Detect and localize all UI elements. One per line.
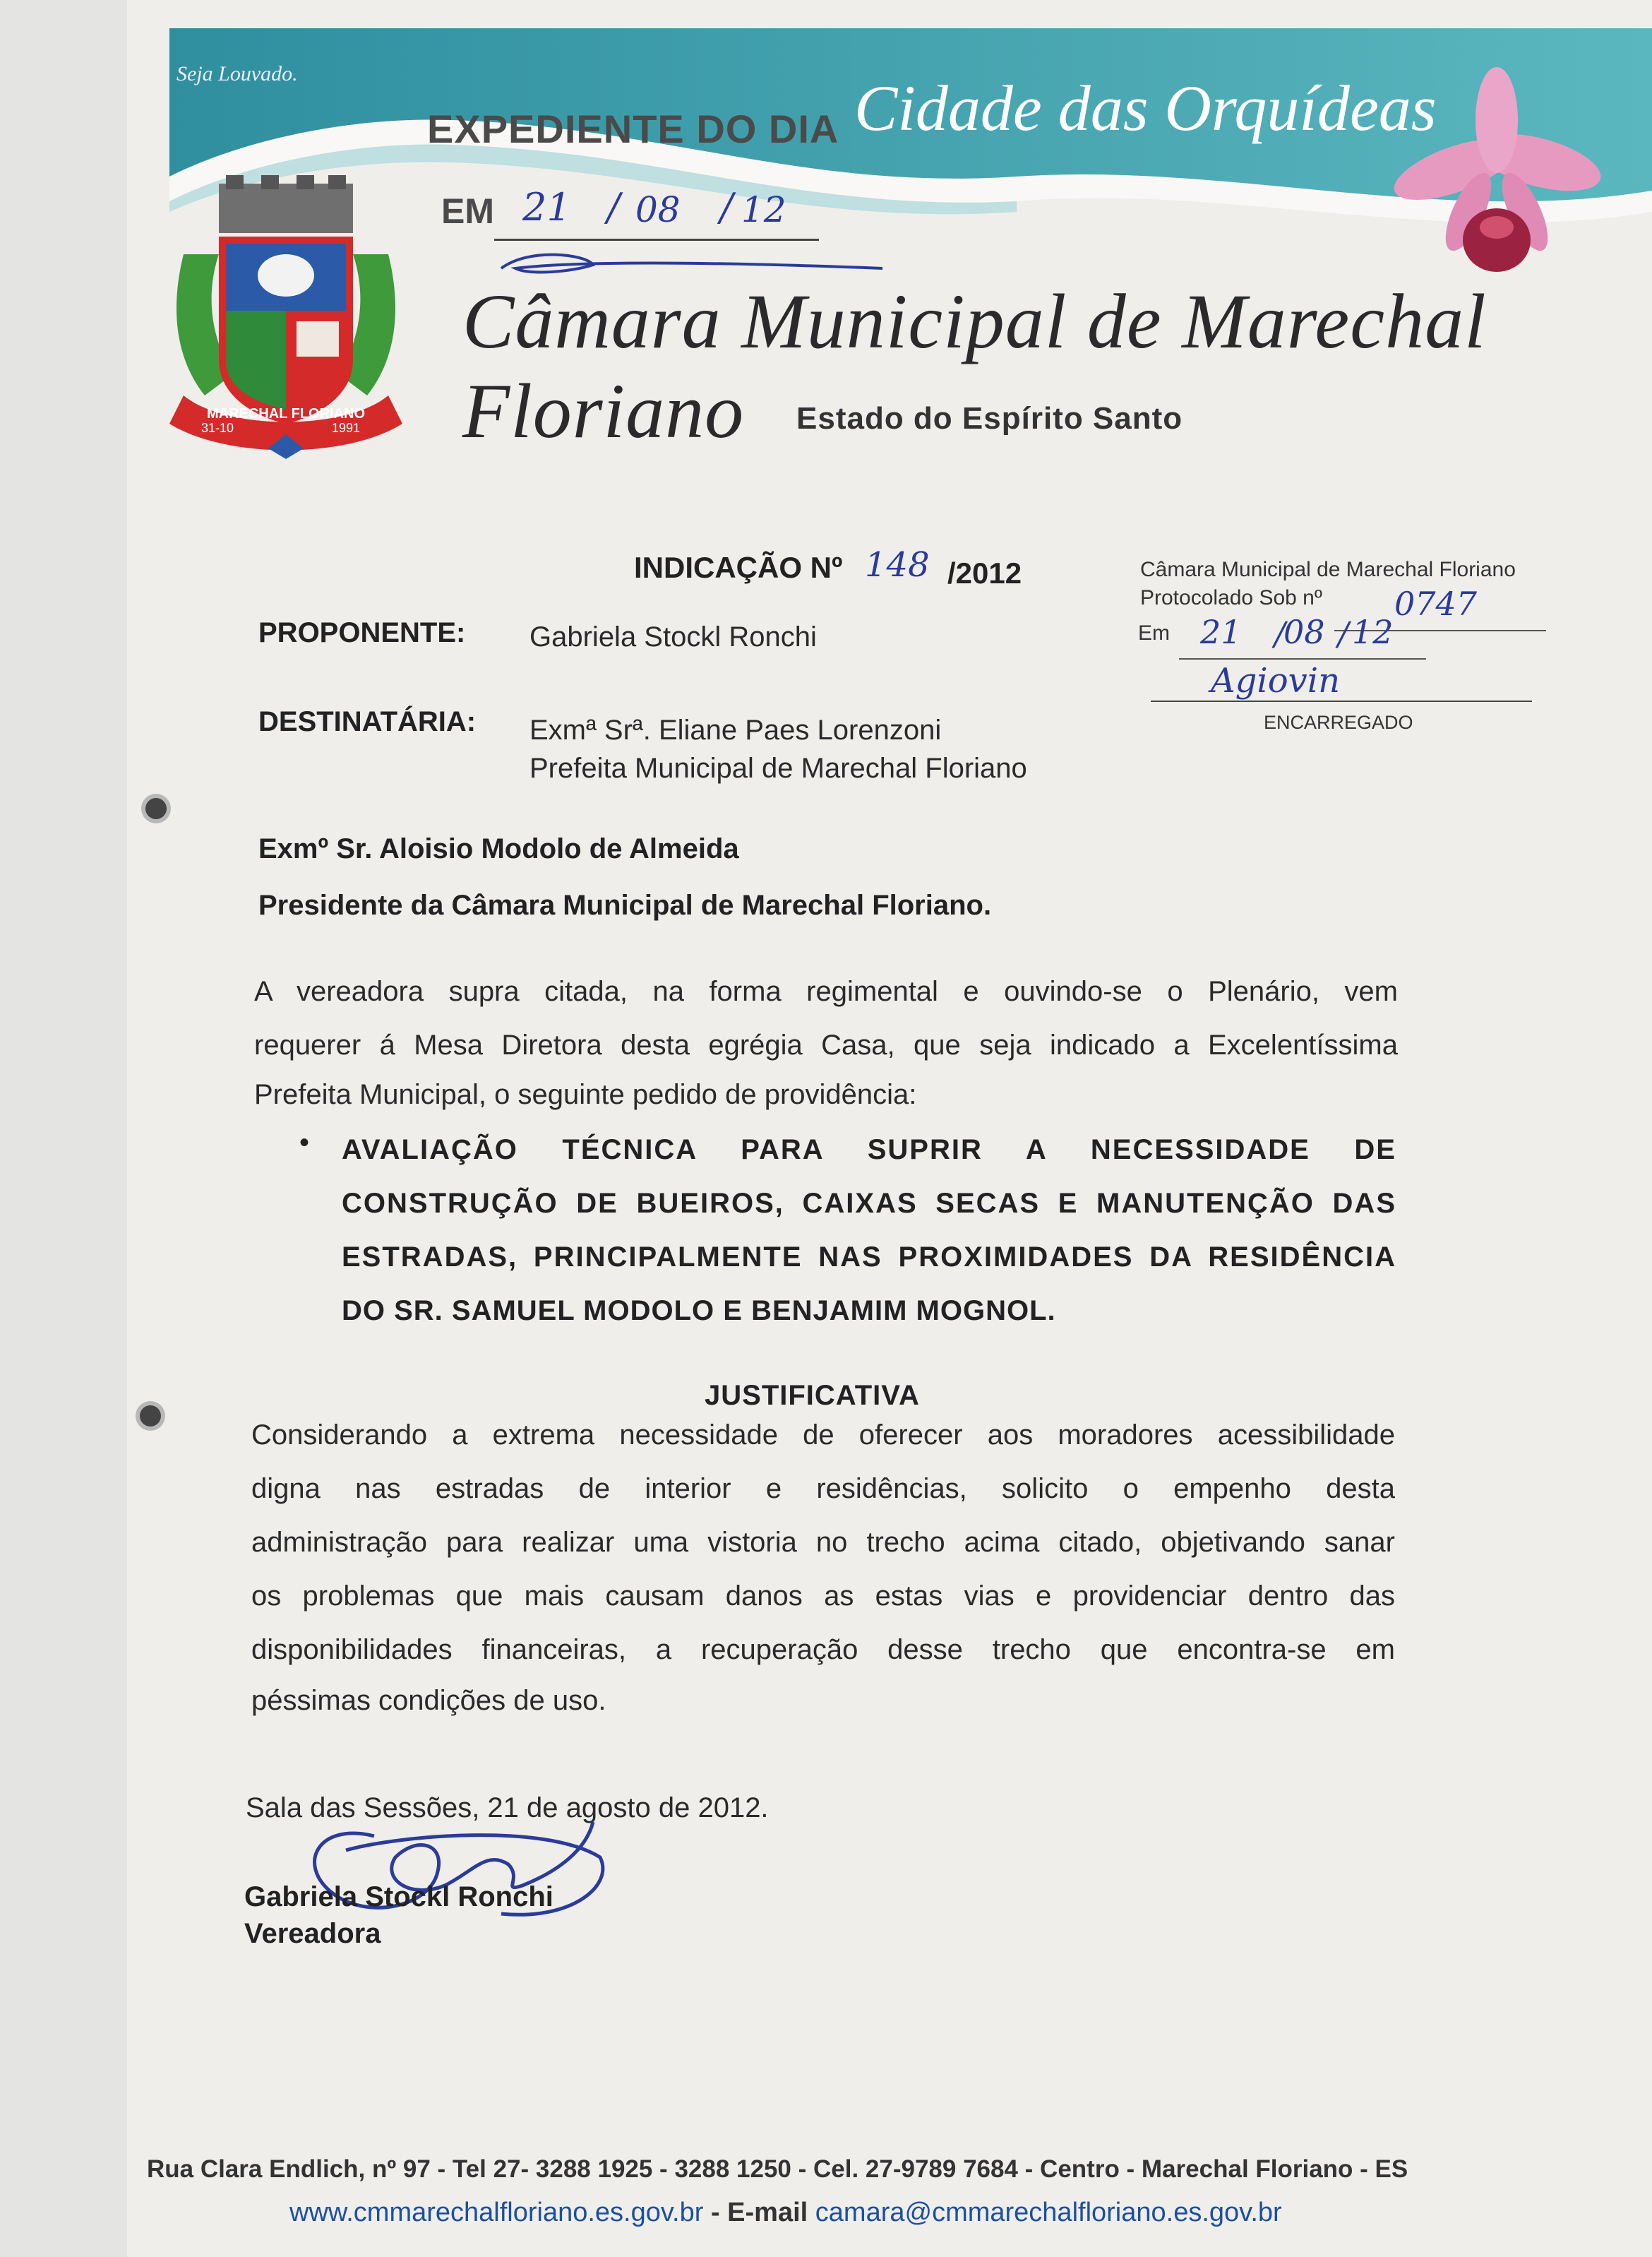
coat-ribbon-text: MARECHAL FLORIANO <box>206 406 366 422</box>
protocol-number: 0747 <box>1394 585 1478 623</box>
footer-email-link[interactable]: camara@cmmarechalfloriano.es.gov.br <box>815 2198 1282 2227</box>
expediente-stamp: EXPEDIENTE DO DIA <box>427 107 839 151</box>
justificativa-title: JUSTIFICATIVA <box>705 1380 920 1411</box>
destinataria-label: DESTINATÁRIA: <box>258 706 477 737</box>
motto: Seja Louvado. <box>176 62 298 85</box>
coat-of-arms <box>162 169 409 466</box>
protocol-em-label: Em <box>1138 621 1170 645</box>
expediente-em-label: EM <box>441 191 494 231</box>
protocol-year: 12 <box>1352 613 1394 651</box>
addressee-title: Presidente da Câmara Municipal de Marechal Floriano. <box>258 890 992 921</box>
expediente-month: 08 <box>635 189 681 230</box>
protocol-date-line <box>1179 658 1426 660</box>
justificativa-line-1: Considerando a extrema necessidade de oferecer aos moradores acessibilidade <box>251 1419 1395 1451</box>
indicacao-number: 148 <box>865 545 930 585</box>
expediente-slash-1: / <box>607 185 621 230</box>
signer-role: Vereadora <box>244 1918 381 1949</box>
protocol-slash-1: / <box>1274 614 1286 653</box>
intro-line-3: Prefeita Municipal, o seguinte pedido de providência: <box>254 1079 917 1110</box>
state-subtitle: Estado do Espírito Santo <box>796 401 1183 436</box>
protocol-signature-line <box>1151 701 1532 702</box>
indicacao-year: /2012 <box>947 556 1022 590</box>
expediente-day: 21 <box>522 185 571 230</box>
addressee-name: Exmº Sr. Aloisio Modolo de Almeida <box>258 833 739 864</box>
protocol-stamp-heading: Câmara Municipal de Marechal Floriano <box>1140 558 1516 581</box>
justificativa-line-5: disponibilidades financeiras, a recuperação desse trecho que encontra-se em <box>251 1634 1395 1665</box>
bullet-icon: • <box>299 1127 310 1158</box>
bullet-line-1: AVALIAÇÃO TÉCNICA PARA SUPRIR A NECESSIDADE DE <box>342 1134 1396 1165</box>
city-slogan: Cidade das Orquídeas <box>854 72 1437 144</box>
intro-line-1: A vereadora supra citada, na forma regimental e ouvindo-se o Plenário, vem <box>254 976 1398 1007</box>
proponente-name: Gabriela Stockl Ronchi <box>529 621 817 653</box>
chamber-title: Câmara Municipal de Marechal Floriano <box>462 278 1487 454</box>
protocol-day: 21 <box>1200 613 1242 651</box>
intro-line-2: requerer á Mesa Diretora desta egrégia Casa, que seja indicado a Excelentíssima <box>254 1030 1398 1061</box>
destinataria-line1: Exmª Srª. Eliane Paes Lorenzoni <box>529 715 942 746</box>
closing-date: Sala das Sessões, 21 de agosto de 2012. <box>246 1792 769 1823</box>
coat-date-left: 31-10 <box>201 421 234 435</box>
protocol-role: ENCARREGADO <box>1264 712 1413 733</box>
destinataria-line2: Prefeita Municipal de Marechal Floriano <box>529 753 1027 784</box>
bullet-line-3: ESTRADAS, PRINCIPALMENTE NAS PROXIMIDADES DA RESIDÊNCIA <box>342 1241 1396 1273</box>
protocol-signature: Agiovin <box>1211 661 1341 701</box>
punch-hole-top <box>145 798 167 819</box>
proponente-label: PROPONENTE: <box>258 617 466 648</box>
coat-date-right: 1991 <box>332 421 361 435</box>
expediente-year: 12 <box>741 189 786 230</box>
bullet-line-4: DO SR. SAMUEL MODOLO E BENJAMIM MOGNOL. <box>342 1295 1056 1326</box>
expediente-slash-2: / <box>720 185 734 230</box>
footer-website-link[interactable]: www.cmmarechalfloriano.es.gov.br <box>289 2198 704 2227</box>
punch-hole-bottom <box>140 1405 161 1427</box>
protocol-label: Protocolado Sob nº <box>1140 586 1322 609</box>
footer-address: Rua Clara Endlich, nº 97 - Tel 27- 3288 1925 - 3288 1250 - Cel. 27-9789 7684 - Centro - Marechal Floriano - ES <box>147 2155 1408 2183</box>
bullet-line-2: CONSTRUÇÃO DE BUEIROS, CAIXAS SECAS E MANUTENÇÃO DAS <box>342 1188 1396 1219</box>
justificativa-line-6: péssimas condições de uso. <box>251 1685 606 1716</box>
footer-email-label: - E-mail <box>703 2198 815 2227</box>
footer-contact-line <box>289 2198 1282 2228</box>
justificativa-line-3: administração para realizar uma vistoria no trecho acima citado, objetivando sanar <box>251 1527 1395 1558</box>
signer-name: Gabriela Stockl Ronchi <box>244 1881 553 1912</box>
justificativa-line-4: os problemas que mais causam danos as estas vias e providenciar dentro das <box>251 1580 1395 1612</box>
justificativa-line-2: digna nas estradas de interior e residências, solicito o empenho desta <box>251 1473 1395 1504</box>
protocol-slash-2: / <box>1338 614 1349 653</box>
indicacao-prefix: INDICAÇÃO Nº <box>634 551 843 584</box>
protocol-month: 08 <box>1283 613 1325 651</box>
